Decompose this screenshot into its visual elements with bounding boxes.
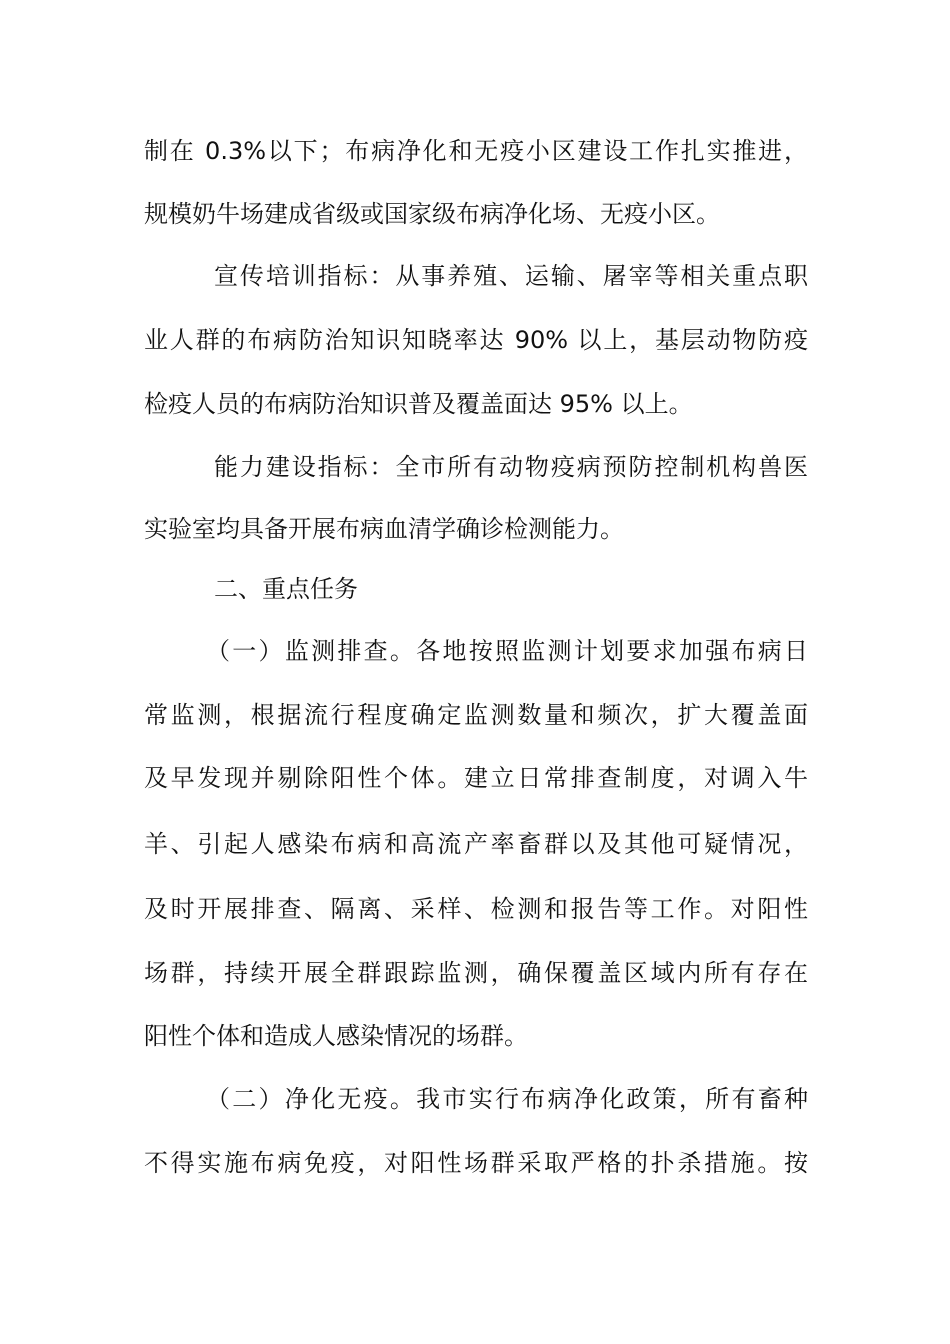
section-heading: 二、重点任务 [214, 575, 358, 603]
text-line: 检疫人员的布病防治知识普及覆盖面达 95% 以上。 [144, 390, 693, 418]
text-line: 宣传培训指标：从事养殖、运输、屠宰等相关重点职 [214, 262, 808, 290]
text-line: 实验室均具备开展布病血清学确诊检测能力。 [144, 515, 624, 543]
text-line: （一）监测排查。各地按照监测计划要求加强布病日 [206, 637, 808, 665]
text-line: 制在 0.3%以下；布病净化和无疫小区建设工作扎实推进， [144, 137, 808, 165]
text-line: （二）净化无疫。我市实行布病净化政策，所有畜种 [206, 1085, 808, 1113]
text-line: 不得实施布病免疫，对阳性场群采取严格的扑杀措施。按 [144, 1149, 808, 1177]
text-line: 及时开展排查、隔离、采样、检测和报告等工作。对阳性 [144, 895, 808, 923]
text-line: 场群，持续开展全群跟踪监测，确保覆盖区域内所有存在 [144, 959, 808, 987]
text-line: 及早发现并剔除阳性个体。建立日常排查制度，对调入牛 [144, 764, 808, 792]
text-line: 业人群的布病防治知识知晓率达 90% 以上，基层动物防疫 [144, 326, 808, 354]
text-line: 羊、引起人感染布病和高流产率畜群以及其他可疑情况， [144, 830, 808, 858]
text-line: 能力建设指标：全市所有动物疫病预防控制机构兽医 [214, 453, 808, 481]
text-line: 阳性个体和造成人感染情况的场群。 [144, 1022, 528, 1050]
text-line: 常监测，根据流行程度确定监测数量和频次，扩大覆盖面 [144, 701, 808, 729]
text-line: 规模奶牛场建成省级或国家级布病净化场、无疫小区。 [144, 200, 720, 228]
